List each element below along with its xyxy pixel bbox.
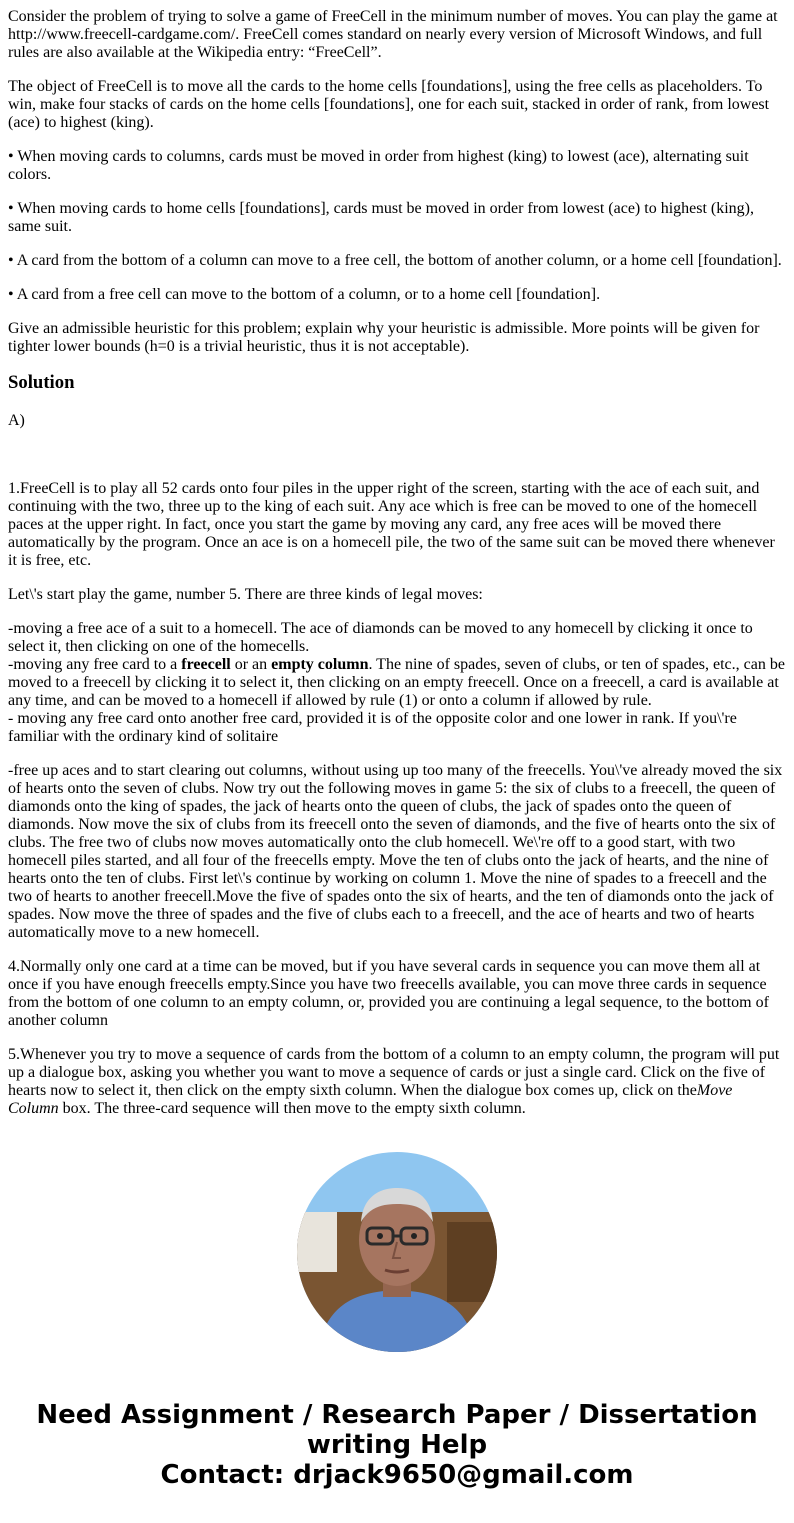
- solution-step-5: [8, 1046, 786, 1118]
- freecell-term: freecell: [181, 656, 231, 673]
- empty-column-term: empty column: [271, 656, 369, 673]
- door-panel: [447, 1222, 497, 1302]
- move-2-prefix: -moving any free card to a: [8, 656, 182, 673]
- promo-line-2: writing Help: [306, 1430, 488, 1460]
- solution-part-label: A): [8, 412, 25, 429]
- move-3: - moving any free card onto another free card, provided it is of the opposite color and one lower in rank. If you\'re familiar with the ordinary kind of solitaire: [8, 710, 737, 745]
- move-2-rest: . The nine of spades, seven of clubs, or ten of spades, etc., can be moved to a freecell by clicking it to select it, then clicking on an empty freecell. Once on a freecell, a card is available at any time, and can be moved to a homecell if allowed by rule (1) or onto a column if allowed by rule.: [8, 656, 785, 709]
- solution-step-3: -free up aces and to start clearing out columns, without using up too many of the freecells. You\'ve already moved the six of hearts onto the seven of clubs. Now try out the following moves in game 5: the six of clubs to a freecell, the queen of diamonds onto the king of spades, the jack of hearts onto the queen of clubs, the jack of spades onto the queen of diamonds. Now move the six of clubs from its freecell onto the seven of diamonds, and the five of hearts onto the six of clubs. The free two of clubs now moves automatically onto the club homecell. We\'re off to a good start, with two homecell piles started, and all four of the freecells empty. Move the ten of clubs onto the jack of hearts, and the nine of hearts onto the ten of clubs. First let\'s continue by working on column 1. Move the nine of spades to a freecell and the two of hearts to another freecell.Move the five of spades onto the six of hearts, and the ten of diamonds onto the jack of spades. Now move the three of spades and the five of clubs each to a freecell, and the ace of hearts and two of hearts automatically move to a new homecell.: [8, 762, 783, 941]
- solution-heading: Solution: [8, 372, 75, 393]
- portrait-illustration: [297, 1152, 497, 1352]
- eye-right: [411, 1233, 417, 1239]
- question-objective: The object of FreeCell is to move all the cards to the home cells [foundations], using the free cells as placeholders. To win, make four stacks of cards on the home cells [foundations], one for each suit, stacked in order of rank, from lowest (ace) to highest (king).: [8, 78, 770, 131]
- promo-line-1: Need Assignment / Research Paper / Dissertation: [36, 1400, 758, 1430]
- step-5-rest: box. The three-card sequence will then move to the empty sixth column.: [58, 1100, 526, 1117]
- eye-left: [377, 1233, 383, 1239]
- move-column-term: Move Column: [8, 1082, 733, 1117]
- solution-step-4: 4.Normally only one card at a time can be moved, but if you have several cards in sequence you can move them all at once if you have enough freecells empty.Since you have two freecells available, you can move three cards in sequence from the bottom of one column to an empty column, or, provided you are continuing a legal sequence, to the bottom of another column: [8, 958, 769, 1029]
- move-2-or: or an: [230, 656, 272, 673]
- solution-step-1: 1.FreeCell is to play all 52 cards onto four piles in the upper right of the screen, starting with the ace of each suit, and continuing with the two, three up to the king of each suit. Any ace which is free can be moved to one of the homecell paces at the upper right. In fact, once you start the game by moving any card, any free aces will be moved there automatically by the program. Once an ace is on a homecell pile, the two of the same suit can be moved there whenever it is free, etc.: [8, 480, 775, 569]
- solution-step-2: Let\'s start play the game, number 5. There are three kinds of legal moves:: [8, 586, 483, 603]
- rule-columns: • When moving cards to columns, cards must be moved in order from highest (king) to lowest (ace), alternating suit colors.: [8, 148, 749, 183]
- promo-contact: Contact: drjack9650@gmail.com: [160, 1460, 634, 1490]
- promo-banner: [8, 1400, 786, 1490]
- rule-column-moves: • A card from the bottom of a column can move to a free cell, the bottom of another column, or a home cell [foundation].: [8, 252, 782, 269]
- step-5-text: 5.Whenever you try to move a sequence of cards from the bottom of a column to an empty column, the program will put up a dialogue box, asking you whether you want to move a sequence of cards or just a single card. Click on the five of hearts now to select it, then click on the empty sixth column. When the dialogue box comes up, click on the: [8, 1046, 780, 1099]
- question-intro: Consider the problem of trying to solve a game of FreeCell in the minimum number of moves. You can play the game at http://www.freecell-cardgame.com/. FreeCell comes standard on nearly every version of Microsoft Windows, and full rules are also available at the Wikipedia entry: “FreeCell”.: [8, 8, 778, 61]
- rule-home-cells: • When moving cards to home cells [foundations], cards must be moved in order from lowest (ace) to highest (king), same suit.: [8, 200, 755, 235]
- move-1: -moving a free ace of a suit to a homecell. The ace of diamonds can be moved to any homecell by clicking it once to select it, then clicking on one of the homecells.: [8, 620, 753, 655]
- rule-free-cell-moves: • A card from a free cell can move to the bottom of a column, or to a home cell [foundation].: [8, 286, 601, 303]
- wall-panel: [297, 1212, 337, 1272]
- question-task: Give an admissible heuristic for this problem; explain why your heuristic is admissible. More points will be given for tighter lower bounds (h=0 is a trivial heuristic, thus it is not acceptable).: [8, 320, 760, 355]
- avatar: [297, 1152, 497, 1352]
- avatar-container: [8, 1152, 786, 1352]
- legal-moves-list: [8, 620, 786, 746]
- blank-spacer: [8, 446, 786, 480]
